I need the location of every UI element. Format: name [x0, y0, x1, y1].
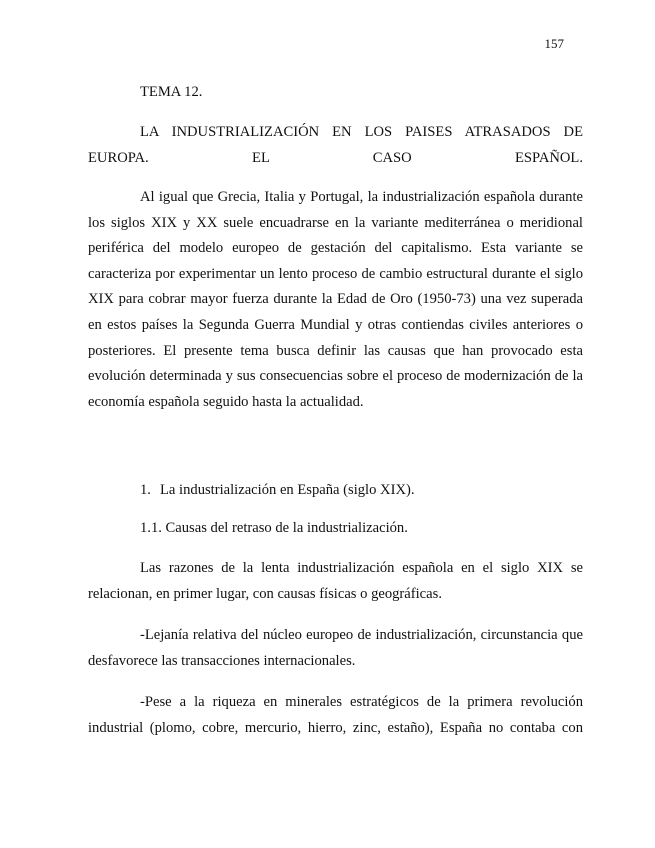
body-paragraph: -Lejanía relativa del núcleo europeo de industrialización, circunstancia que desfavorece las transacciones internacionales.	[88, 627, 583, 669]
section-number: 1.	[140, 482, 151, 498]
section-heading	[140, 480, 415, 500]
intro-paragraph: Al igual que Grecia, Italia y Portugal, la industrialización española durante los siglos XIX y XX suele encuadrarse en la variante mediterránea o meridional periférica del modelo europeo de gestación del capitalismo. Esta variante se caracteriza por experimentar un lento proceso de cambio estructural durante el siglo XIX para cobrar mayor fuerza durante la Edad de Oro (1950-73) una vez superada en estos países la Segunda Guerra Mundial y otras contiendas civiles anteriores o posteriores. El presente tema busca definir las causas que han provocado esta evolución determinada y sus consecuencias sobre el proceso de modernización de la economía española seguido hasta la actualidad.	[88, 189, 583, 410]
section-title: La industrialización en España (siglo XIX).	[160, 482, 415, 498]
body-paragraph: Las razones de la lenta industrialización española en el siglo XIX se relacionan, en primer lugar, con causas físicas o geográficas.	[88, 560, 583, 602]
body-paragraph: -Pese a la riqueza en minerales estratégicos de la primera revolución industrial (plomo, cobre, mercurio, hierro, zinc, estaño), España no contaba con	[88, 694, 583, 736]
page-number: 157	[544, 36, 564, 51]
subsection-heading: 1.1. Causas del retraso de la industrialización.	[140, 520, 408, 536]
chapter-title-line-1: LA INDUSTRIALIZACIÓN EN LOS PAISES ATRASADOS DE	[140, 124, 583, 140]
chapter-title	[88, 120, 583, 171]
chapter-title-line-2: EUROPA. EL CASO ESPAÑOL.	[88, 149, 583, 166]
topic-label: TEMA 12.	[140, 84, 203, 100]
